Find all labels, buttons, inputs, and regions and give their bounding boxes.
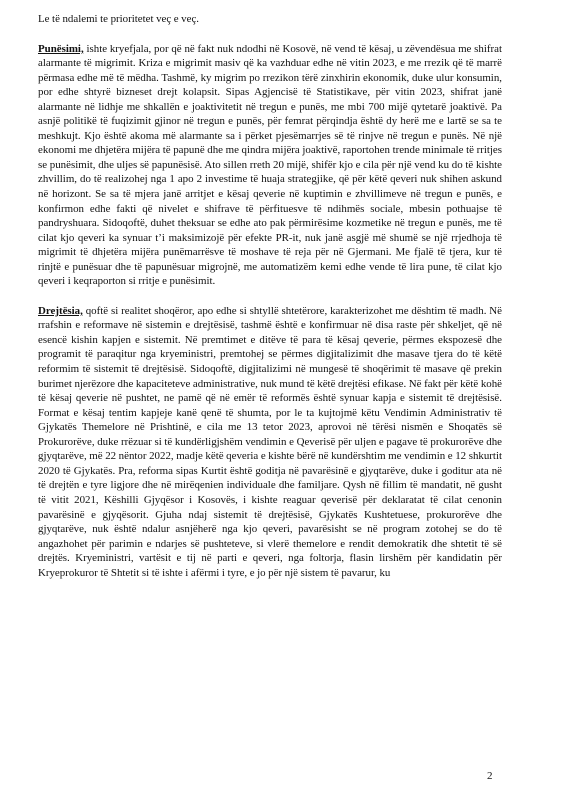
section-text-employment: ishte kryefjala, por që në fakt nuk ndodhi në Kosovë, në vend të kësaj, u zëvendësua me shifrat alarmante të migrimit. Kriza e migrimit masiv që ka vazhduar edhe në vitin 2023, e me rrezik që të marrë përmasa edhe më të mëdha. Tashmë, ky migrim po rrezikon tërë zinxhirin ekonomik, duke ulur konsumin, por edhe shtyrë bizneset drejt kolapsit. Sipas Agjencisë të Statistikave, për vitin 2023, shifrat janë alarmante në lidhje me shkallën e joaktivitetit në tregun e punës, me mbi 700 mijë qytetarë joaktivë. Pa asnjë politikë të fuqizimit gjinor në tregun e punës, për femrat përqindja është dy herë me e lartë se sa te meshkujt. Kjo është akoma më alarmante sa i përket pjesëmarrjes së të rinjve në tregun e punës. Në një ekonomi me dhjetëra mijëra të papunë dhe me qindra mijëra joaktivë, raportohen trende minimale të rritjes se punësimit, dhe uljes së papunësisë. Ato sillen rreth 20 mijë, shifër kjo e cila për një vend ku do të kishte zhvillim, do të realizohej nga 1 apo 2 investime të huaja strategjike, që për këtë qeveri nuk shihen askund në horizont. Se sa të mjera janë arritjet e kësaj qeverie në kuptimin e zhvillimeve në tregun e punës, e konfirmon edhe fakti që nivelet e shifrave të përfituesve të ndihmës sociale, mbesin pothuajse të pandryshuara. Sidoqoftë, duhet theksuar se edhe ato pak përmirësime kozmetike në tregun e punës, me të cilat kjo qeveri ka synuar t’i maksimizojë për efekte PR-it, nuk janë asgjë më shumë se një rrjedhoja të migrimit të dhjetëra mijëra punëmarrësve të moshave të reja për në Gjermani. Me fjalë të tjera, kur të rinjtë e punësuar dhe të papunësuar migrojnë, me automatizëm kemi edhe vende të lira pune, të cilat kjo qeveri i keqraporton si rritje e punësimit.: [38, 42, 502, 288]
page-number: 2: [487, 770, 493, 782]
document-page: [38, 12, 502, 580]
section-justice: [38, 304, 502, 580]
intro-paragraph: Le të ndalemi te prioritetet veç e veç.: [38, 13, 200, 25]
section-employment: [38, 42, 502, 289]
section-keyword-justice: Drejtësia,: [38, 304, 83, 317]
section-keyword-employment: Punësimi,: [38, 42, 84, 55]
section-text-justice: qoftë si realitet shoqëror, apo edhe si shtyllë shtetërore, karakterizohet me dështim të madh. Në rrafshin e reformave në sistemin e drejtësisë, tashmë është e konfirmuar në disa raste për shkeljet, që në esencë kishin kapjen e sistemit. Në premtimet e ditëve të para të kësaj qeverie, përmes ekspozesë dhe programit të paraqitur nga kryeministri, premtohej se përmes digjitalizimit dhe masave tjera do të këtë reformim të sistemit të drejtësisë. Sidoqoftë, digjitalizimi në mungesë të shoqërimit të masave që prekin burimet njerëzore dhe kapaciteteve administrative, nuk mund të këtë drejtësi efikase. Në fakt për këtë kohë të kësaj qeverie në pushtet, ne pamë që në emër të reformës është synuar kapja e sistemit të drejtësisë. Format e kësaj tentim kapjeje kanë qenë të shumta, por le ta kujtojmë këtu Vendimin Administrativ të Gjykatës Themelore në Prishtinë, e cila me 13 tetor 2023, aprovoi në tërësi nismën e Shoqatës së Prokurorëve, duke rrëzuar si të kundërligjshëm vendimin e Qeverisë për uljen e pagave të prokurorëve dhe gjyqtarëve, më 22 nëntor 2022, madje këtë qeveria e kishte bërë në kundërshtim me vendimin e 12 shkurtit 2020 të Gjykatës. Pra, reforma sipas Kurtit është goditja në pavarësinë e gjyqtarëve, duke i goditur ata në të drejtën e tyre ligjore dhe në mirëqenien individuale dhe familjare. Qysh në fillim të mandatit, në gusht të vitit 2021, Këshilli Gjyqësor i Kosovës, i kishte reaguar qeverisë për deklaratat të cilat cenonin pavarësinë e gjyqësorit. Gjuha ndaj sistemit të drejtësisë, Gjykatës Kushtetuese, prokurorëve dhe gjyqtarëve, nuk është ndalur asnjëherë nga kjo qeveri, pavarësisht se në program zotohej se do të angazhohet për parimin e ndarjes së pushteteve, si vlerë themelore e rendit demokratik dhe shtetit të së drejtës. Kryeministri, vartësit e tij në parti e qeveri, nga foltorja, flasin lirshëm për kandidatin për Kryeprokuror të Shtetit si të ishte i afërmi i tyre, e jo për një sistem të pavarur, ku: [38, 304, 502, 579]
